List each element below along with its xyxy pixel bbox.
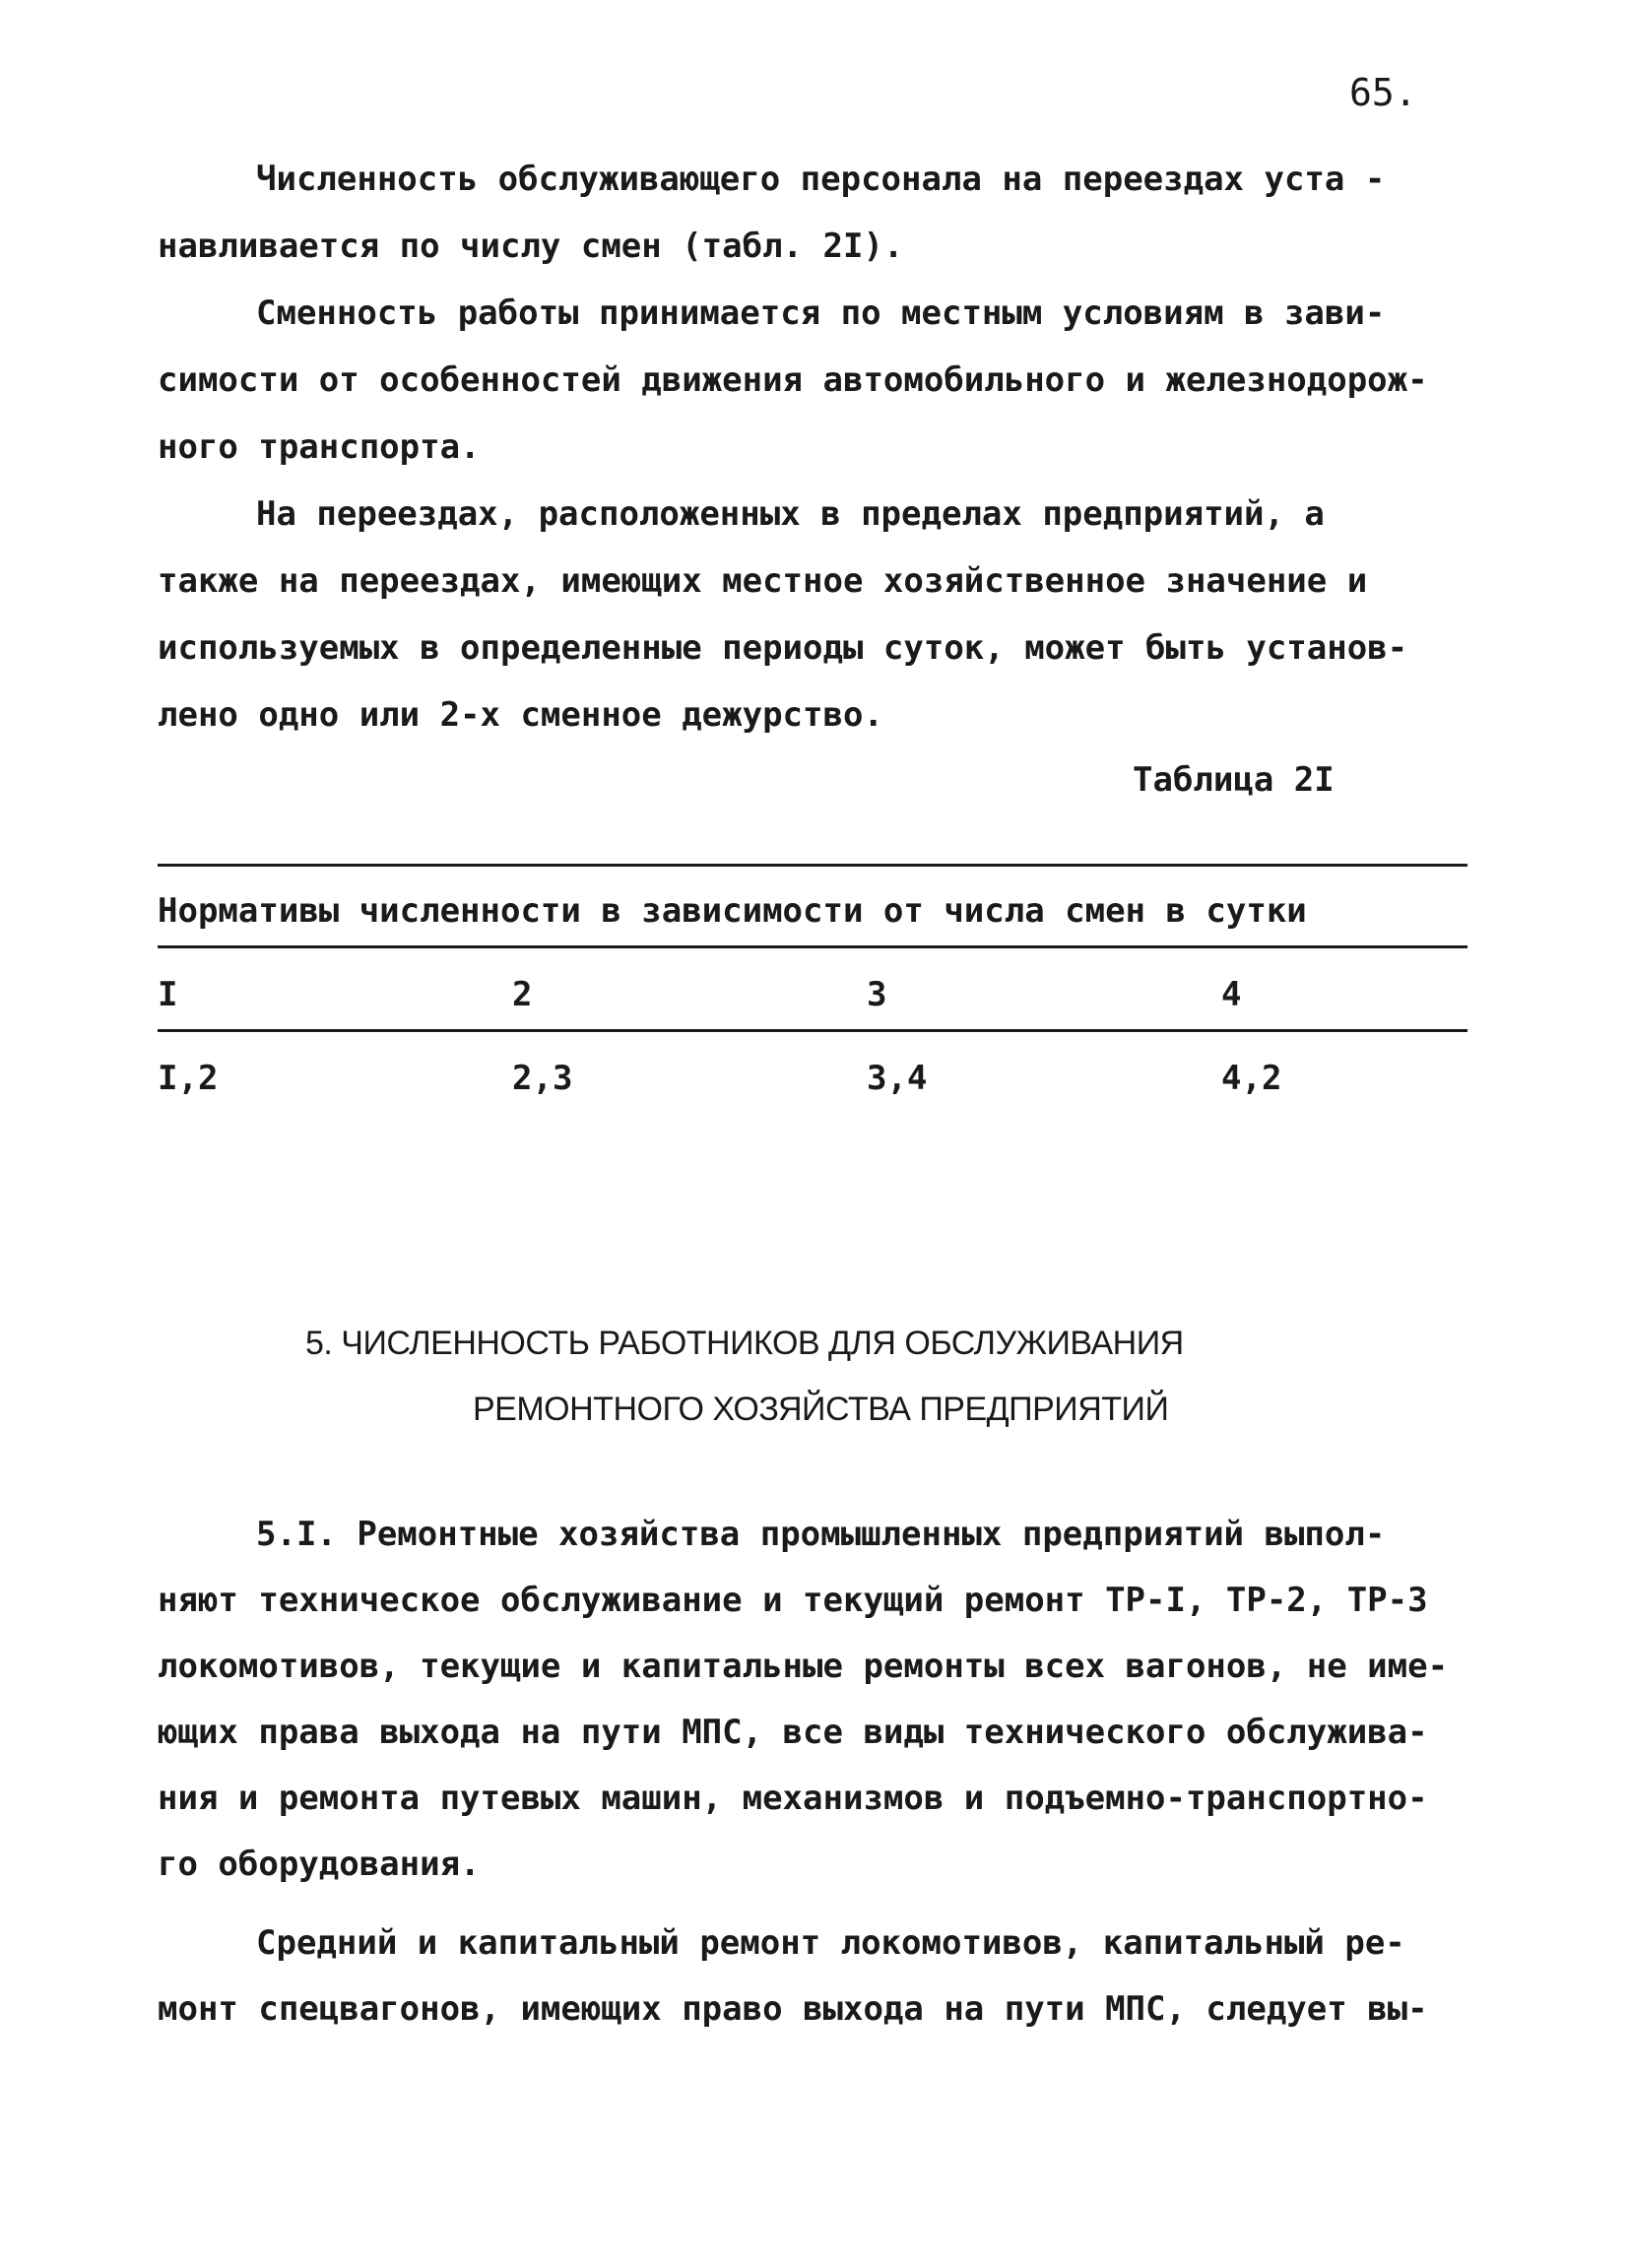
paragraph-line: Средний и капитальный ремонт локомотивов, капитальный ре- <box>256 1923 1405 1963</box>
section-title: 5. ЧИСЛЕННОСТЬ РАБОТНИКОВ ДЛЯ ОБСЛУЖИВАНИЯ <box>305 1325 1184 1362</box>
section-title: РЕМОНТНОГО ХОЗЯЙСТВА ПРЕДПРИЯТИЙ <box>473 1391 1169 1428</box>
paragraph-line: ного транспорта. <box>158 427 481 467</box>
paragraph-line: 5.I. Ремонтные хозяйства промышленных предприятий выпол- <box>256 1515 1386 1554</box>
paragraph-line: используемых в определенные периоды суток, может быть установ- <box>158 628 1408 668</box>
paragraph-line: монт спецвагонов, имеющих право выхода на пути МПС, следует вы- <box>158 1989 1428 2029</box>
paragraph-line: симости от особенностей движения автомобильного и железнодорож- <box>158 360 1428 400</box>
table-column-label: I <box>158 975 178 1014</box>
paragraph-line: локомотивов, текущие и капитальные ремонты всех вагонов, не име- <box>158 1647 1449 1686</box>
table-column-label: 2 <box>512 975 533 1014</box>
table-cell: 3,4 <box>867 1059 928 1098</box>
table-header: Нормативы численности в зависимости от числа смен в сутки <box>158 891 1307 931</box>
paragraph-line: также на переездах, имеющих местное хозяйственное значение и <box>158 561 1368 601</box>
table-cell: 2,3 <box>512 1059 573 1098</box>
paragraph-line: няют техническое обслуживание и текущий ремонт ТР-I, ТР-2, ТР-3 <box>158 1581 1428 1620</box>
table-cell: I,2 <box>158 1059 219 1098</box>
paragraph-line: навливается по числу смен (табл. 2I). <box>158 227 904 266</box>
paragraph-line: На переездах, расположенных в пределах предприятий, а <box>256 494 1325 534</box>
paragraph-line: Численность обслуживающего персонала на переездах уста - <box>256 160 1386 199</box>
page-number: 65. <box>1349 71 1417 114</box>
table-column-label: 3 <box>867 975 887 1014</box>
table-column-label: 4 <box>1221 975 1242 1014</box>
paragraph-line: ющих права выхода на пути МПС, все виды технического обслужива- <box>158 1713 1428 1752</box>
table-header-rule <box>158 945 1467 948</box>
table-top-rule <box>158 864 1467 867</box>
paragraph-line: го оборудования. <box>158 1845 481 1884</box>
table-cell: 4,2 <box>1221 1059 1282 1098</box>
paragraph-line: лено одно или 2-х сменное дежурство. <box>158 695 883 735</box>
table-columns-rule <box>158 1029 1467 1032</box>
paragraph-line: ния и ремонта путевых машин, механизмов и подъемно-транспортно- <box>158 1779 1428 1818</box>
table-caption: Таблица 2I <box>1133 760 1335 800</box>
paragraph-line: Сменность работы принимается по местным условиям в зави- <box>256 293 1386 333</box>
